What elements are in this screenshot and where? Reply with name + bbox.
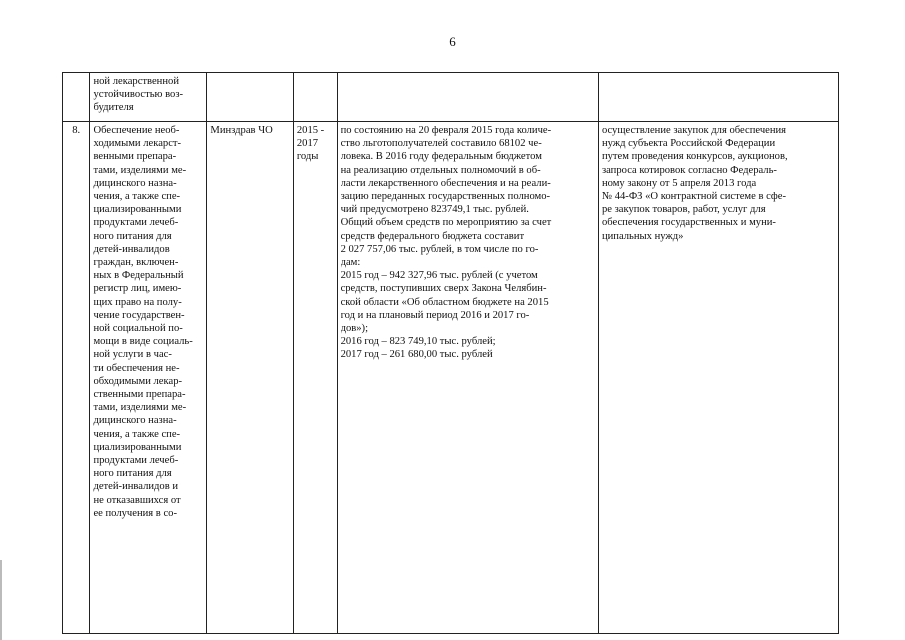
activity-line: не отказавшихся от <box>93 494 181 506</box>
activity-line: детей-инвалидов и <box>93 481 179 493</box>
activity-line: чения, а также спе- <box>93 428 181 440</box>
activity-line: ходимыми лекарст- <box>93 138 182 150</box>
info-line: зацию переданных государственных полномо- <box>340 191 551 203</box>
activity-line: ных в Федеральный <box>93 270 184 282</box>
activity-line: чения, а также спе- <box>93 191 181 203</box>
info-line: ловека. В 2016 году федеральным бюджетом <box>340 151 542 163</box>
activity-line: тами, изделиями ме- <box>93 164 187 176</box>
activity-line: ного питания для <box>93 468 172 480</box>
note-line: ре закупок товаров, работ, услуг для <box>601 204 766 216</box>
activity-line: дицинского назна- <box>93 177 177 189</box>
info-line: средств, поступивших сверх Закона Челябин- <box>340 283 547 295</box>
info-line: дам: <box>340 257 361 269</box>
note-line: запроса котировок согласно Федераль- <box>601 164 777 176</box>
info-line: 2 027 757,06 тыс. рублей, в том числе по го- <box>340 243 539 255</box>
activity-line: регистр лиц, имею- <box>93 283 182 295</box>
activity-line: ти обеспечения не- <box>93 362 180 374</box>
info-line: средств федерального бюджета составит <box>340 230 525 242</box>
info-line: ской области «Об областном бюджете на 2015 <box>340 296 549 308</box>
info-line: 2015 год – 942 327,96 тыс. рублей (с учетом <box>340 270 538 282</box>
activity-line: ее получения в со- <box>93 507 177 519</box>
activity-line: ственными препара- <box>93 389 186 401</box>
info-line: ство льготополучателей составило 68102 че- <box>340 138 542 150</box>
note-line: ному закону от 5 апреля 2013 года <box>601 177 757 189</box>
activity-line: продуктами лечеб- <box>93 455 179 467</box>
activity-line: граждан, включен- <box>93 257 179 269</box>
note-line: путем проведения конкурсов, аукционов, <box>601 151 788 163</box>
activity-line: Обеспечение необ- <box>93 125 180 136</box>
info-line: на реализацию отдельных полномочий в об- <box>340 164 541 176</box>
activity-line: устойчивостью воз- <box>93 89 184 101</box>
activity-line: ного питания для <box>93 230 172 242</box>
measures-table <box>62 72 839 634</box>
activity-line: мощи в виде социаль- <box>93 336 193 348</box>
activity-line: ной социальной по- <box>93 323 183 335</box>
info-line: Общий объем средств по мероприятию за счет <box>340 217 552 229</box>
activity-line: венными препара- <box>93 151 177 163</box>
note-line: осуществление закупок для обеспечения <box>601 125 787 136</box>
activity-line: тами, изделиями ме- <box>93 402 187 414</box>
cell-term <box>293 122 337 634</box>
note-line: ципальных нужд» <box>601 230 684 242</box>
cell-number: 8. <box>63 122 90 634</box>
activity-line: будителя <box>93 102 134 114</box>
cell-note <box>598 73 838 122</box>
table-row-8 <box>63 122 839 634</box>
activity-line: детей-инвалидов <box>93 243 170 255</box>
cell-number <box>63 73 90 122</box>
activity-line: продуктами лечеб- <box>93 217 179 229</box>
note-line: обеспечения государственных и муни- <box>601 217 776 229</box>
activity-line: щих право на полу- <box>93 296 182 308</box>
info-line: дов»); <box>340 323 369 335</box>
cell-note <box>598 122 838 634</box>
page-number: 6 <box>449 34 456 49</box>
scan-edge-mark <box>0 560 2 640</box>
activity-line: ной лекарственной <box>93 76 179 87</box>
term-line: годы <box>296 151 319 163</box>
info-line: ласти лекарственного обеспечения и на реали- <box>340 177 551 189</box>
cell-responsible <box>207 73 293 122</box>
cell-info <box>337 122 598 634</box>
cell-activity <box>90 122 207 634</box>
info-line: по состоянию на 20 февраля 2015 года количе- <box>340 125 552 136</box>
activity-line: обходимыми лекар- <box>93 375 183 387</box>
activity-line: дицинского назна- <box>93 415 177 427</box>
term-line: 2017 <box>296 138 319 150</box>
activity-line: циализированными <box>93 441 182 453</box>
info-line: год и на плановый период 2016 и 2017 го- <box>340 309 530 321</box>
cell-activity <box>90 73 207 122</box>
activity-line: циализированными <box>93 204 182 216</box>
activity-line: ной услуги в час- <box>93 349 172 361</box>
activity-line: чение государствен- <box>93 309 185 321</box>
cell-info <box>337 73 598 122</box>
note-line: № 44-ФЗ «О контрактной системе в сфе- <box>601 191 787 203</box>
table-row-continued <box>63 73 839 122</box>
info-line: чий предусмотрено 823749,1 тыс. рублей. <box>340 204 529 216</box>
cell-term <box>293 73 337 122</box>
note-line: нужд субъекта Российской Федерации <box>601 138 776 150</box>
cell-responsible: Минздрав ЧО <box>207 122 293 634</box>
term-line: 2015 - <box>296 125 325 136</box>
info-line: 2017 год – 261 680,00 тыс. рублей <box>340 349 493 361</box>
info-line: 2016 год – 823 749,10 тыс. рублей; <box>340 336 496 348</box>
